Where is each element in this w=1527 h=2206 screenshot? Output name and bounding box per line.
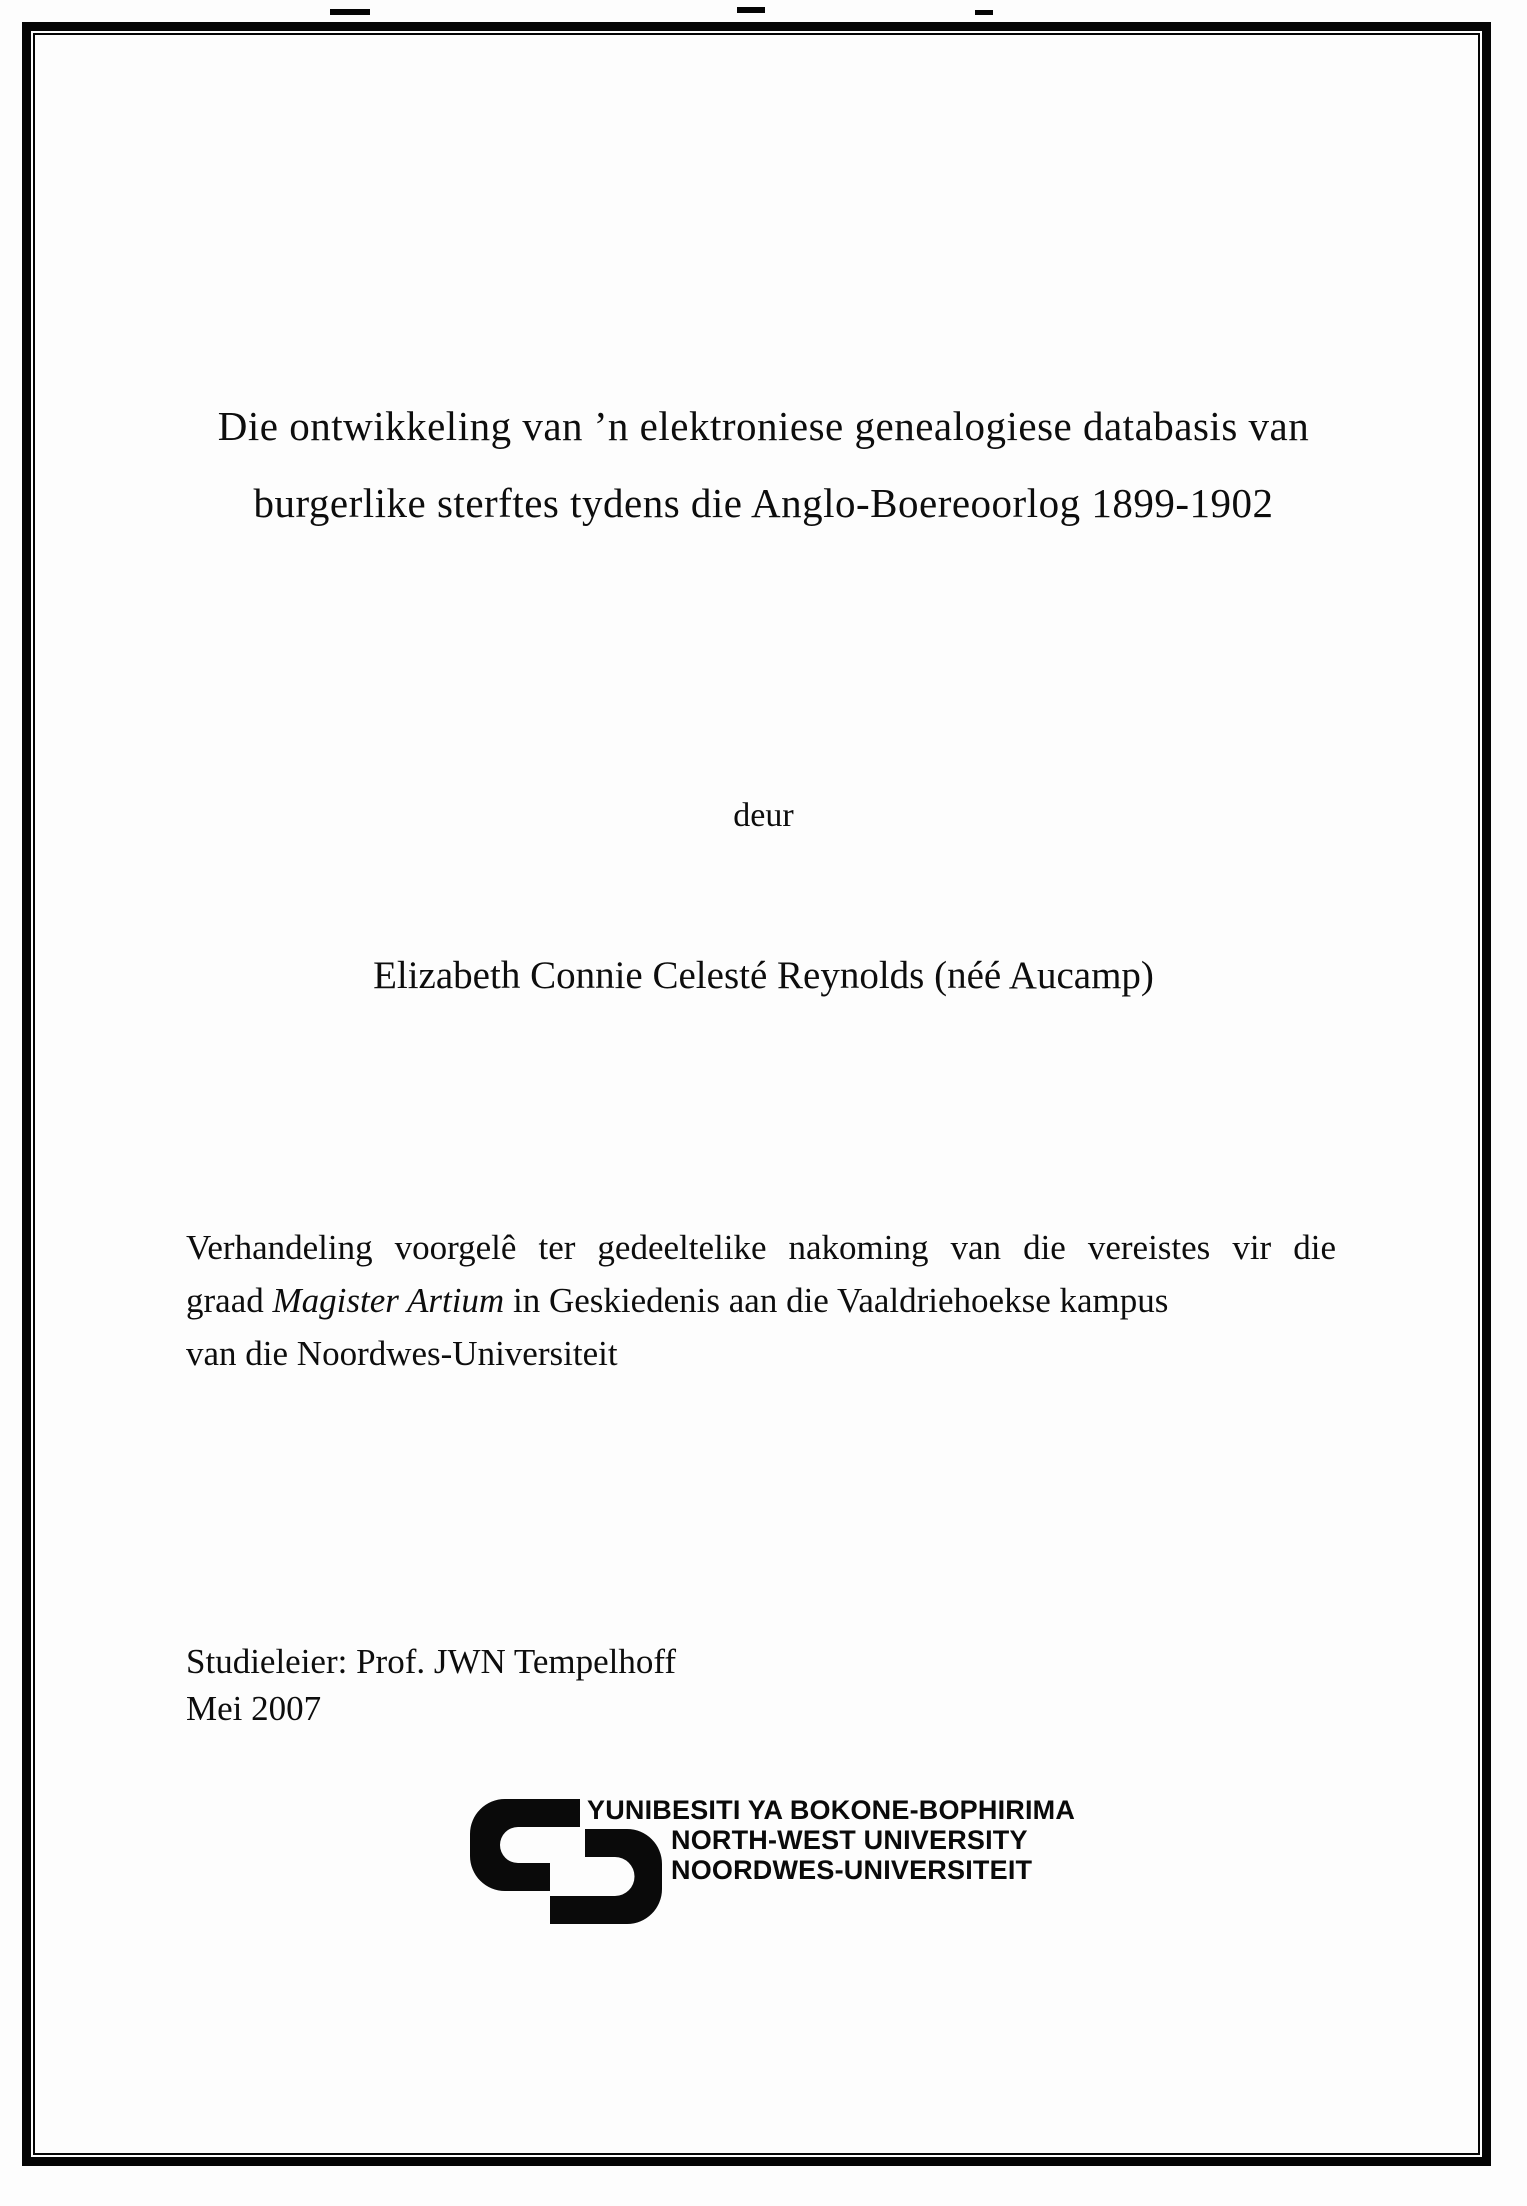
scan-artifact	[330, 9, 370, 15]
supervisor-block	[186, 1638, 676, 1732]
title-line-1: Die ontwikkeling van ’n elektroniese genealogiese databasis van	[217, 403, 1310, 449]
declaration-line-2-pre: graad	[186, 1281, 273, 1320]
declaration-line-1: Verhandeling voorgelê ter gedeeltelike nakoming van die vereistes vir die	[186, 1228, 1336, 1267]
university-logo	[470, 1795, 1090, 1930]
logo-line-english: NORTH-WEST UNIVERSITY	[671, 1825, 1028, 1855]
scan-artifact	[975, 10, 993, 15]
declaration-line-2	[186, 1274, 1336, 1327]
university-logo-text	[587, 1795, 1075, 1885]
scan-artifact	[737, 7, 765, 13]
title-line-2: burgerlike sterftes tydens die Anglo-Boereoorlog 1899-1902	[253, 480, 1274, 526]
author-name: Elizabeth Connie Celesté Reynolds (néé Aucamp)	[373, 954, 1154, 997]
logo-line-afrikaans: NOORDWES-UNIVERSITEIT	[671, 1855, 1033, 1885]
declaration-line-3: van die Noordwes-Universiteit	[186, 1334, 618, 1373]
date-line: Mei 2007	[186, 1689, 322, 1728]
supervisor-line: Studieleier: Prof. JWN Tempelhoff	[186, 1642, 677, 1681]
logo-line-setswana: YUNIBESITI YA BOKONE-BOPHIRIMA	[587, 1795, 1076, 1825]
declaration-paragraph	[186, 1221, 1336, 1380]
degree-name-italic: Magister Artium	[272, 1281, 505, 1320]
thesis-title	[40, 388, 1487, 542]
declaration-line-2-post: in Geskiedenis aan die Vaaldriehoekse kampus	[504, 1281, 1169, 1320]
byline-label: deur	[733, 797, 794, 834]
